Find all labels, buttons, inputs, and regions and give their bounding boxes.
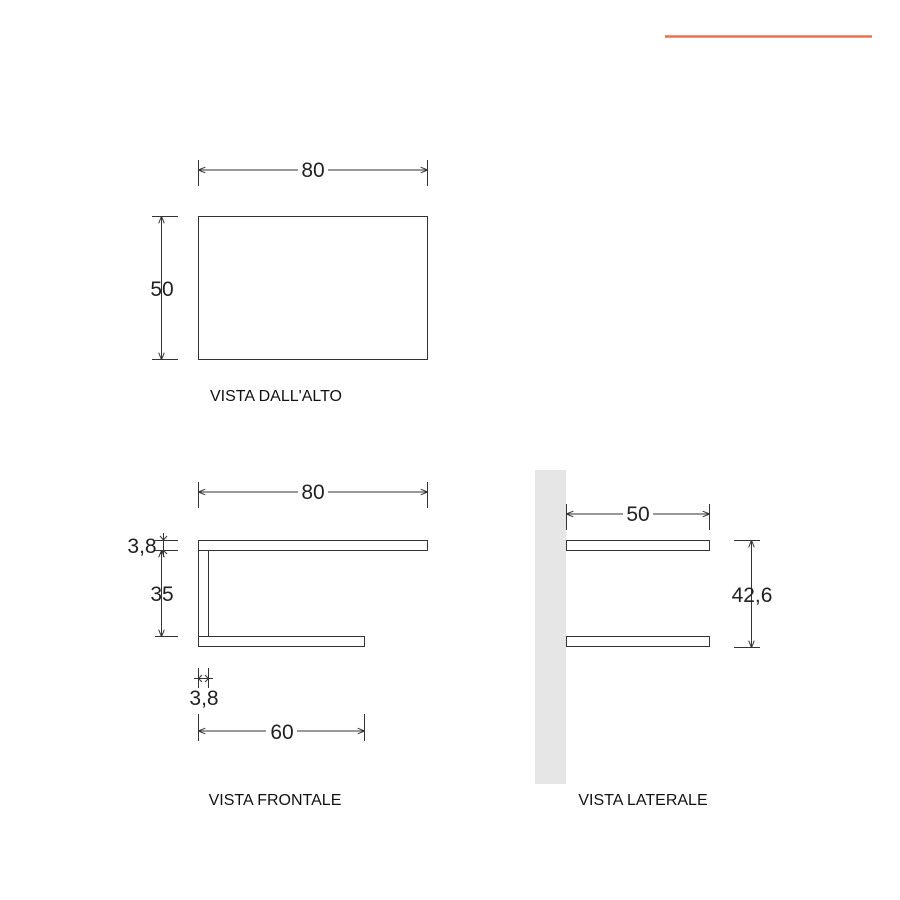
side-view-depth-label: 50 xyxy=(626,503,650,526)
side-view-top-shelf xyxy=(567,541,710,551)
front-view-gap-label: 35 xyxy=(150,583,174,606)
front-view-thickness-label: 3,8 xyxy=(127,535,157,558)
side-view-caption: VISTA LATERALE xyxy=(578,792,708,809)
front-view-side-panel xyxy=(199,551,209,637)
top-view-width-label: 80 xyxy=(301,159,325,182)
top-view-caption: VISTA DALL'ALTO xyxy=(210,388,342,405)
top-view-shelf xyxy=(199,217,428,360)
front-view-caption: VISTA FRONTALE xyxy=(208,792,342,809)
top-view xyxy=(150,159,427,405)
front-view-width-label: 80 xyxy=(301,481,325,504)
side-view-height-label: 42,6 xyxy=(731,584,773,607)
front-view-top-shelf xyxy=(199,541,428,551)
side-view-bottom-shelf xyxy=(567,637,710,647)
front-view-side-thickness-label: 3,8 xyxy=(189,687,219,710)
front-view xyxy=(127,481,427,809)
top-view-depth-label: 50 xyxy=(150,278,174,301)
side-view xyxy=(535,470,772,809)
side-view-wall xyxy=(535,470,566,784)
front-view-bottom-shelf xyxy=(199,637,365,647)
front-view-bottom-width-label: 60 xyxy=(270,721,294,744)
